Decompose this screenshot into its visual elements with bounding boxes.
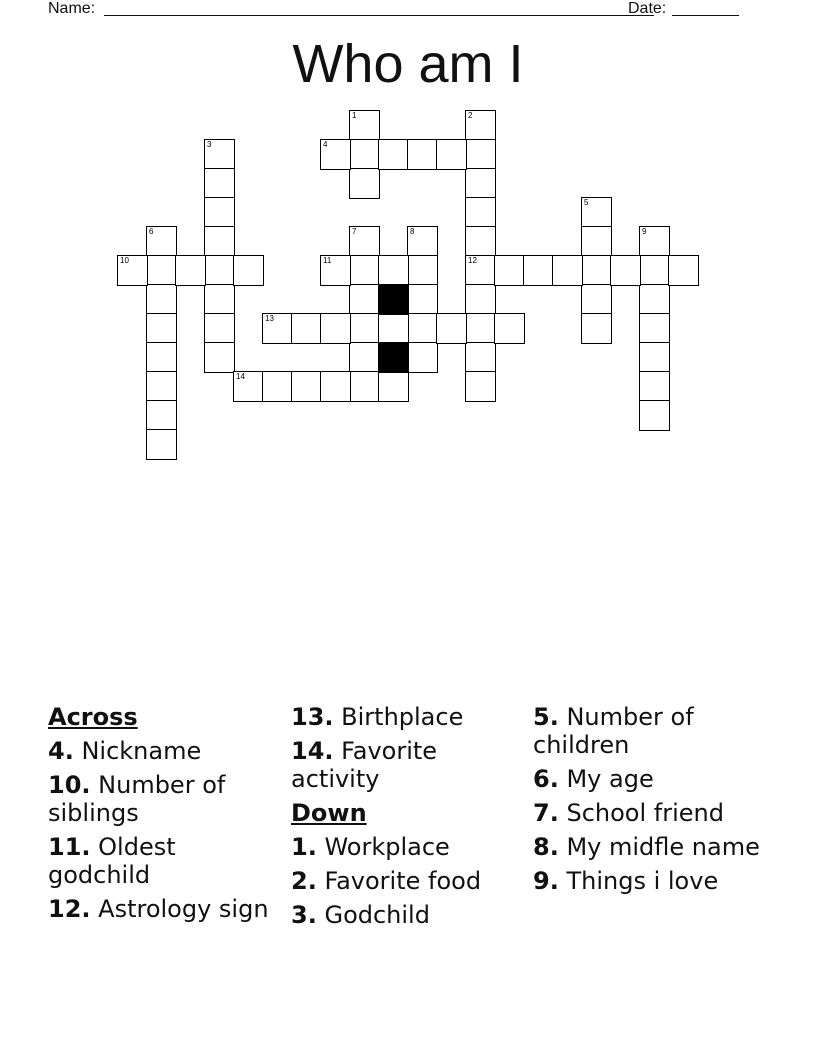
grid-cell[interactable] [349, 313, 380, 344]
cell-number: 8 [410, 227, 415, 236]
grid-cell[interactable] [233, 255, 264, 286]
cell-number: 3 [207, 140, 212, 149]
page-title: Who am I [292, 34, 524, 94]
clue-across-13 [291, 703, 527, 731]
grid-cell[interactable] [349, 284, 380, 315]
clue-down-2 [291, 867, 527, 895]
grid-cell[interactable] [581, 313, 612, 344]
clue-number: 12. [48, 895, 91, 923]
grid-cell[interactable] [407, 139, 438, 170]
grid-cell[interactable] [465, 197, 496, 228]
grid-cell[interactable] [378, 139, 409, 170]
grid-cell[interactable] [320, 139, 351, 170]
grid-cell[interactable] [581, 226, 612, 257]
grid-cell[interactable] [204, 255, 235, 286]
clue-column-2 [291, 703, 527, 935]
clue-text: Number of siblings [48, 771, 226, 827]
grid-cell[interactable] [407, 342, 438, 373]
grid-cell[interactable] [436, 139, 467, 170]
grid-cell[interactable] [378, 255, 409, 286]
grid-cell[interactable] [262, 313, 293, 344]
clue-number: 14. [291, 737, 334, 765]
grid-cell[interactable] [233, 371, 264, 402]
crossword-grid [0, 0, 816, 480]
clue-text: Number of children [533, 703, 694, 759]
grid-cell[interactable] [552, 255, 583, 286]
grid-cell[interactable] [407, 313, 438, 344]
grid-cell[interactable] [407, 226, 438, 257]
grid-cell[interactable] [175, 255, 206, 286]
grid-cell[interactable] [407, 255, 438, 286]
cell-number: 12 [468, 256, 477, 265]
grid-cell[interactable] [146, 313, 177, 344]
grid-block-cell [378, 284, 409, 315]
cell-number: 5 [584, 198, 589, 207]
grid-cell[interactable] [204, 139, 235, 170]
clue-down-6 [533, 765, 769, 793]
cell-number: 10 [120, 256, 129, 265]
clue-number: 7. [533, 799, 559, 827]
grid-cell[interactable] [349, 255, 380, 286]
grid-cell[interactable] [204, 284, 235, 315]
grid-cell[interactable] [465, 342, 496, 373]
clue-text: Astrology sign [98, 895, 269, 923]
grid-cell[interactable] [639, 255, 670, 286]
clue-number: 8. [533, 833, 559, 861]
clue-text: Nickname [81, 737, 202, 765]
cell-number: 14 [236, 372, 245, 381]
cell-number: 6 [149, 227, 154, 236]
grid-cell[interactable] [465, 226, 496, 257]
cell-number: 11 [323, 256, 332, 265]
grid-cell[interactable] [639, 313, 670, 344]
grid-cell[interactable] [146, 400, 177, 431]
clue-text: My midfle name [566, 833, 760, 861]
grid-block-cell [378, 342, 409, 373]
grid-cell[interactable] [465, 139, 496, 170]
name-label: Name: [48, 0, 96, 17]
grid-cell[interactable] [581, 284, 612, 315]
clue-text: Oldest godchild [48, 833, 176, 889]
cell-number: 13 [265, 314, 274, 323]
clue-column-3 [533, 703, 769, 901]
grid-cell[interactable] [465, 313, 496, 344]
clue-text: Favorite activity [291, 737, 438, 793]
clue-number: 1. [291, 833, 317, 861]
grid-cell[interactable] [262, 371, 293, 402]
grid-cell[interactable] [204, 313, 235, 344]
grid-cell[interactable] [146, 226, 177, 257]
grid-cell[interactable] [581, 197, 612, 228]
clue-down-5 [533, 703, 769, 759]
grid-cell[interactable] [639, 342, 670, 373]
clue-text: Workplace [324, 833, 450, 861]
grid-cell[interactable] [378, 371, 409, 402]
grid-cell[interactable] [146, 429, 177, 460]
clue-column-1 [48, 703, 284, 929]
grid-cell[interactable] [639, 226, 670, 257]
clue-number: 5. [533, 703, 559, 731]
clue-number: 6. [533, 765, 559, 793]
grid-cell[interactable] [349, 168, 380, 199]
cell-number: 9 [642, 227, 647, 236]
clue-across-11 [48, 833, 284, 889]
clue-across-10 [48, 771, 284, 827]
clue-text: Godchild [324, 901, 430, 929]
down-heading: Down [291, 799, 367, 827]
clue-number: 4. [48, 737, 74, 765]
grid-cell[interactable] [291, 313, 322, 344]
grid-cell[interactable] [668, 255, 699, 286]
grid-cell[interactable] [320, 255, 351, 286]
clue-text: School friend [566, 799, 724, 827]
clue-down-3 [291, 901, 527, 929]
grid-cell[interactable] [436, 313, 467, 344]
grid-cell[interactable] [291, 371, 322, 402]
grid-cell[interactable] [523, 255, 554, 286]
clue-across-4 [48, 737, 284, 765]
cell-number: 1 [352, 111, 357, 120]
grid-cell[interactable] [204, 168, 235, 199]
grid-cell[interactable] [320, 313, 351, 344]
grid-cell[interactable] [465, 168, 496, 199]
clue-number: 11. [48, 833, 91, 861]
grid-cell[interactable] [349, 342, 380, 373]
grid-cell[interactable] [320, 371, 351, 402]
grid-cell[interactable] [465, 255, 496, 286]
grid-cell[interactable] [204, 226, 235, 257]
clues-section [48, 703, 788, 1003]
grid-cell[interactable] [465, 284, 496, 315]
cell-number: 2 [468, 111, 473, 120]
clue-number: 13. [291, 703, 334, 731]
grid-cell[interactable] [494, 255, 525, 286]
cell-number: 7 [352, 227, 357, 236]
grid-cell[interactable] [465, 110, 496, 141]
grid-cell[interactable] [349, 226, 380, 257]
across-heading: Across [48, 703, 138, 731]
clue-text: Birthplace [341, 703, 464, 731]
date-label: Date: [628, 0, 667, 17]
grid-cell[interactable] [349, 110, 380, 141]
grid-cell[interactable] [465, 371, 496, 402]
cell-number: 4 [323, 140, 328, 149]
clue-text: Favorite food [324, 867, 482, 895]
clue-text: My age [566, 765, 654, 793]
grid-cell[interactable] [610, 255, 641, 286]
clue-down-8 [533, 833, 769, 861]
clue-number: 3. [291, 901, 317, 929]
grid-cell[interactable] [146, 284, 177, 315]
grid-cell[interactable] [117, 255, 148, 286]
clue-number: 10. [48, 771, 91, 799]
clue-across-12 [48, 895, 284, 923]
clue-number: 9. [533, 867, 559, 895]
grid-cell[interactable] [146, 342, 177, 373]
clue-down-1 [291, 833, 527, 861]
clue-number: 2. [291, 867, 317, 895]
grid-cell[interactable] [349, 371, 380, 402]
grid-cell[interactable] [639, 400, 670, 431]
grid-cell[interactable] [204, 197, 235, 228]
grid-cell[interactable] [349, 139, 380, 170]
grid-cell[interactable] [639, 284, 670, 315]
clue-down-9 [533, 867, 769, 895]
grid-cell[interactable] [204, 342, 235, 373]
grid-cell[interactable] [494, 313, 525, 344]
grid-cell[interactable] [639, 371, 670, 402]
grid-cell[interactable] [146, 255, 177, 286]
clue-text: Things i love [566, 867, 719, 895]
clue-across-14 [291, 737, 527, 793]
grid-cell[interactable] [407, 284, 438, 315]
grid-cell[interactable] [581, 255, 612, 286]
grid-cell[interactable] [146, 371, 177, 402]
grid-cell[interactable] [378, 313, 409, 344]
clue-down-7 [533, 799, 769, 827]
